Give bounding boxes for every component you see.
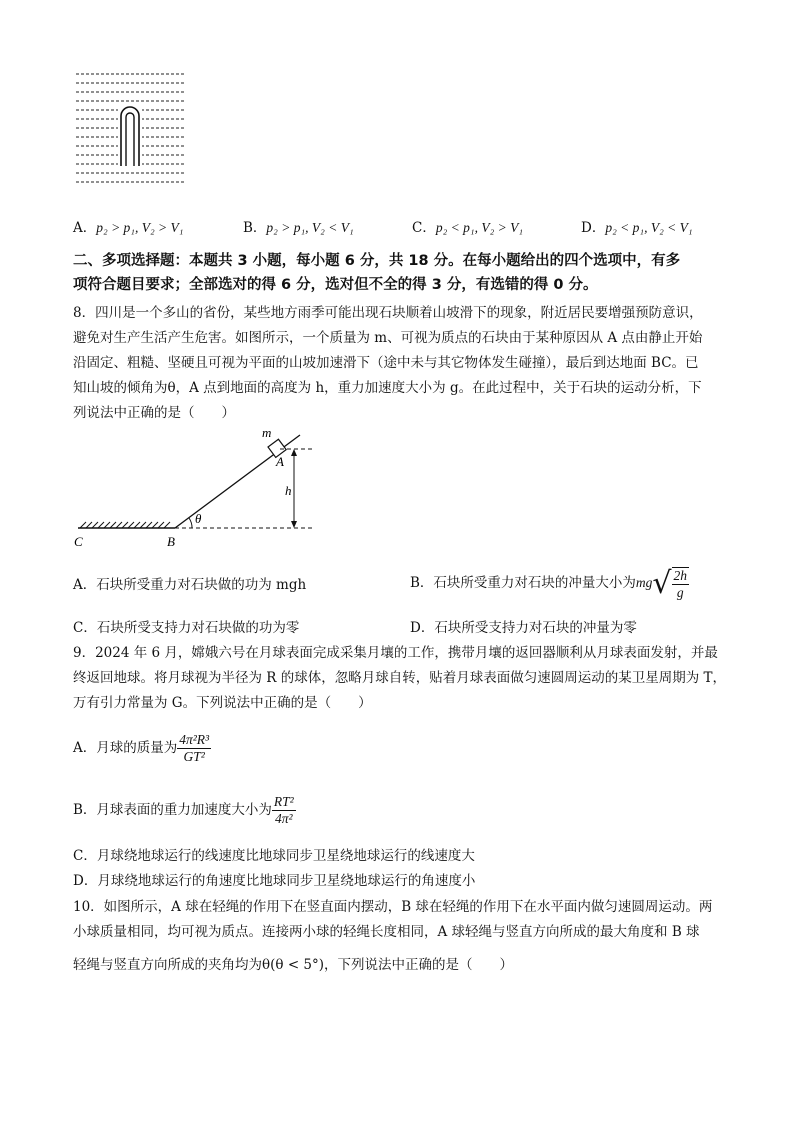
q9-line1: 9．2024 年 6 月，嫦娥六号在月球表面完成采集月壤的工作，携带月壤的返回器顺利从月球表面发射，并最 bbox=[73, 645, 718, 661]
label-a: A bbox=[276, 454, 284, 469]
q8-option-a: A．石块所受重力对石块做的功为 mgh bbox=[73, 577, 307, 593]
q10-line2: 小球质量相同，均可视为质点。连接两小球的轻绳长度相同，A 球轻绳与竖直方向所成的最大角度和 B 球 bbox=[73, 924, 700, 940]
q8-line3: 沿固定、粗糙、坚硬且可视为平面的山坡加速滑下（途中未与其它物体发生碰撞），最后到达地面 BC。已 bbox=[73, 355, 699, 371]
q9-option-a: A．月球的质量为 $\frac{\text{4π²R³}}{\text{GT²}}$ bbox=[73, 732, 210, 764]
label-b: B bbox=[167, 534, 175, 549]
section2-heading-line2: 项符合题目要求；全部选对的得 6 分，选对但不全的得 3 分，有选错的得 0 分。 bbox=[73, 277, 598, 293]
q9-line2: 终返回地球。将月球视为半径为 R 的球体，忽略月球自转，贴着月球表面做匀速圆周运动的某卫星周期为 T， bbox=[73, 670, 727, 686]
label-c: C bbox=[74, 534, 83, 549]
label-theta: θ bbox=[195, 511, 202, 526]
q8-line5: 列说法中正确的是（ ） bbox=[73, 405, 235, 421]
q9-option-c: C．月球绕地球运行的线速度比地球同步卫星绕地球运行的线速度大 bbox=[73, 848, 475, 864]
label-m: m bbox=[262, 425, 272, 440]
label-h: h bbox=[285, 483, 292, 498]
q8-option-c: C．石块所受支持力对石块做的功为零 bbox=[73, 620, 300, 636]
q7-option-a: A．p₂ > p₁, V₂ > V₁ bbox=[73, 220, 184, 236]
q7-option-d: D．p₂ < p₁, V₂ < V₁ bbox=[581, 220, 693, 236]
q8-option-d: D．石块所受支持力对石块的冲量为零 bbox=[410, 620, 637, 636]
incline-figure bbox=[70, 425, 330, 550]
q8-line2: 避免对生产生活产生危害。如图所示，一个质量为 m、可视为质点的石块由于某种原因从 A 点由静止开始 bbox=[73, 330, 703, 346]
q9-option-b: B．月球表面的重力加速度大小为 $\frac{\text{RT²}}{\text{4π²}}$ bbox=[73, 794, 294, 826]
q9-line3: 万有引力常量为 G。下列说法中正确的是（ ） bbox=[73, 695, 372, 711]
q7-option-c: C．p₂ < p₁, V₂ > V₁ bbox=[412, 220, 524, 236]
section2-heading-line1: 二、多项选择题：本题共 3 小题，每小题 6 分，共 18 分。在每小题给出的四个选项中，有多 bbox=[73, 253, 681, 269]
q8-option-b: B．石块所受重力对石块的冲量大小为mg√ $\frac{2h}{g}$ bbox=[410, 565, 688, 601]
q8-line1: 8．四川是一个多山的省份，某些地方雨季可能出现石块顺着山坡滑下的现象，附近居民要增强预防意识， bbox=[73, 305, 703, 321]
q10-line3: 轻绳与竖直方向所成的夹角均为θ(θ < 5°)，下列说法中正确的是（ ） bbox=[73, 957, 514, 973]
q7-option-b: B．p₂ > p₁, V₂ < V₁ bbox=[243, 220, 354, 236]
q10-line1: 10．如图所示，A 球在轻绳的作用下在竖直面内摆动，B 球在轻绳的作用下在水平面内做匀速圆周运动。两 bbox=[73, 899, 713, 915]
q8-line4: 知山坡的倾角为θ，A 点到地面的高度为 h，重力加速度大小为 g。在此过程中，关于石块的运动分析，下 bbox=[73, 380, 702, 396]
u-tube-figure bbox=[76, 70, 186, 190]
q9-option-d: D．月球绕地球运行的角速度比地球同步卫星绕地球运行的角速度小 bbox=[73, 873, 476, 889]
